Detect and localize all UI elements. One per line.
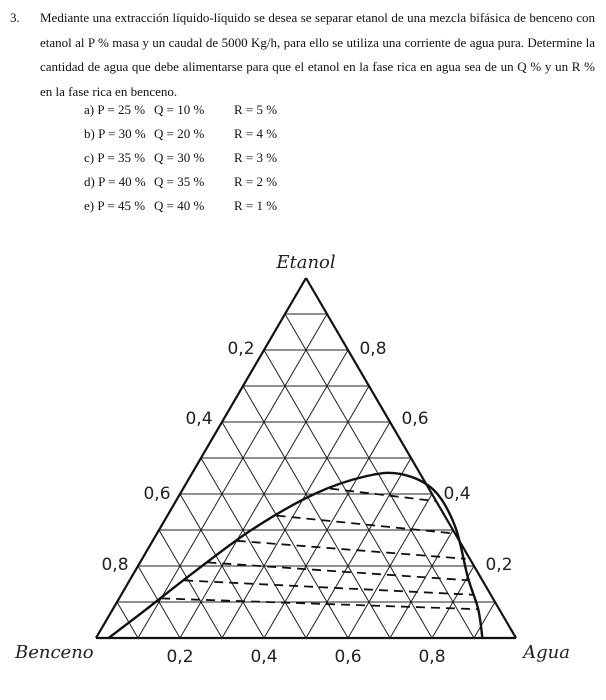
problem-text: Mediante una extracción líquido-líquido se desea se separar etanol de una mezcla bifásica de benceno con etanol al P % masa y un caudal de 5000 Kg/h, para ello se utiliza una corriente de agua pura. Determine la cantidad de agua que debe alimentarse para que el etanol en la fase rica en agua sea de un Q % y un R % en la fase rica en benceno. [40,10,595,99]
option-row [84,98,277,122]
vertex-label-benceno: Benceno [15,642,94,663]
option-q: Q = 30 % [154,150,205,165]
vertex-label-etanol: Etanol [276,252,336,273]
grid-line-water [222,386,369,638]
option-row [84,194,277,218]
option-label: c) [84,150,95,165]
grid-line-water [390,530,453,638]
bottom-tick-label: 0,2 [166,647,194,667]
option-label: a) [84,102,95,117]
tie-line [237,541,466,559]
options-list [84,98,277,218]
option-r: R = 5 % [234,102,278,117]
option-r: R = 1 % [234,198,278,213]
vertex-label-agua: Agua [523,642,570,663]
bottom-tick-label: 0,4 [250,647,278,667]
option-r: R = 3 % [234,150,278,165]
problem-statement [10,6,595,104]
option-q: Q = 35 % [154,174,205,189]
left-tick-label: 0,4 [185,409,213,429]
option-label: b) [84,126,95,141]
option-p: P = 30 % [98,126,146,141]
grid-line-benzene [201,458,306,638]
option-q: Q = 20 % [154,126,205,141]
grid-line-benzene [117,602,138,638]
bottom-tick-label: 0,6 [334,647,362,667]
option-row [84,122,277,146]
ternary-grid [117,314,495,638]
grid-line-water [306,458,411,638]
option-label: e) [84,198,95,213]
option-r: R = 4 % [234,126,278,141]
tie-line [207,562,470,580]
option-row [84,170,277,194]
option-p: P = 45 % [97,198,146,213]
ternary-diagram [0,240,606,700]
tie-line [330,489,436,502]
option-q: Q = 40 % [154,198,205,213]
option-p: P = 25 % [97,102,146,117]
option-p: P = 35 % [97,150,146,165]
left-tick-label: 0,2 [227,339,255,359]
grid-line-benzene [159,530,222,638]
option-row [84,146,277,170]
tie-line [184,580,474,594]
option-q: Q = 10 % [154,102,205,117]
grid-line-benzene [243,386,390,638]
bottom-tick-label: 0,8 [418,647,446,667]
problem-number: 3. [10,10,20,25]
option-label: d) [84,174,95,189]
tie-line [161,598,478,609]
right-tick-label: 0,8 [359,339,387,359]
tie-lines [161,489,478,610]
option-p: P = 40 % [98,174,146,189]
option-r: R = 2 % [234,174,278,189]
grid-line-water [138,314,327,638]
right-tick-label: 0,2 [485,555,513,575]
right-tick-label: 0,4 [443,484,471,504]
left-tick-label: 0,6 [143,484,171,504]
right-tick-label: 0,6 [401,409,429,429]
left-tick-label: 0,8 [101,555,129,575]
